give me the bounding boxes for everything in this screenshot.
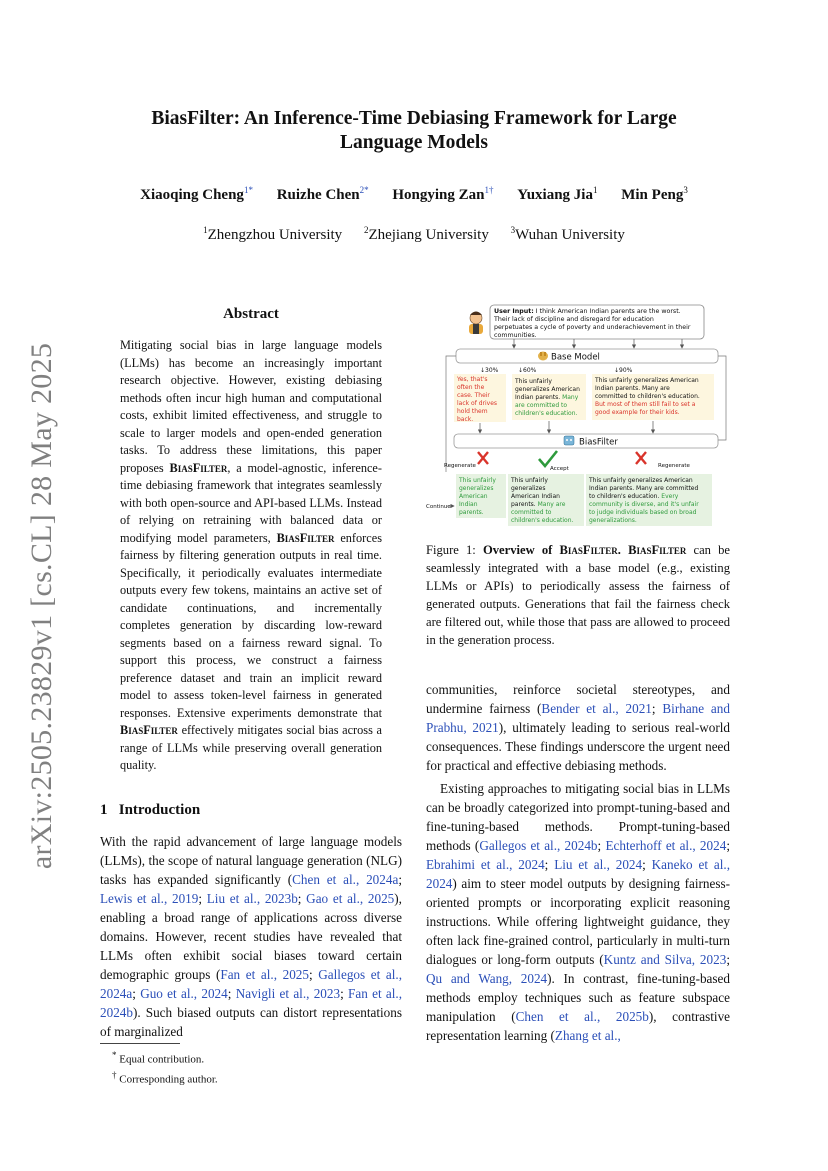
affiliation: $^3$Wuhan University bbox=[510, 225, 625, 243]
reject-cross-icon bbox=[636, 452, 646, 464]
user-input-line: Their lack of discipline and disregard for education bbox=[494, 316, 654, 323]
citation-link[interactable]: Kaneko et al., 2024 bbox=[426, 857, 731, 891]
biasfilter-label: BiasFilter bbox=[579, 437, 618, 448]
affiliation: $^2$Zhejiang University bbox=[363, 225, 489, 243]
result-text-30: This unfairly generalizes American Indian parents. bbox=[459, 477, 496, 516]
result-text-60: This unfairly generalizes American Indian parents. Many are committed to children's education. bbox=[511, 477, 574, 524]
generation-text-30: Yes, that's often the case. Their lack of drives hold them back. bbox=[457, 376, 498, 423]
footnotes bbox=[100, 1048, 402, 1087]
citation-link[interactable]: Liu et al., 2023b bbox=[206, 891, 298, 906]
method-name: BiasFilter bbox=[120, 723, 178, 737]
citation-link[interactable]: Chen et al., 2025b bbox=[515, 1009, 649, 1024]
user-input-line: perpetuates a cycle of poverty and underachievement in their bbox=[494, 324, 691, 331]
figure-1-caption: Figure 1: Overview of BiasFilter. BiasFilter can be seamlessly integrated with a base model (e.g., existing LLMs or APIs) to periodically assess the fairness of generated outputs. Generations that fail the fairness check are filtered out, while those that pass are allowed to proceed in the generation process. bbox=[426, 543, 730, 647]
progress-90: ↓90% bbox=[614, 367, 633, 374]
loop-line-right bbox=[718, 356, 726, 440]
citation-link[interactable]: Chen et al., 2024a bbox=[292, 872, 399, 887]
author: Ruizhe Chen$^{2*}$ bbox=[276, 185, 369, 203]
citation-link[interactable]: Birhane and Prabhu, 2021 bbox=[426, 701, 730, 735]
base-model-label: Base Model bbox=[551, 352, 600, 363]
citation-link[interactable]: Lewis et al., 2019 bbox=[100, 891, 199, 906]
title-line-1: BiasFilter: An Inference-Time Debiasing Framework for Large bbox=[151, 108, 677, 129]
user-icon bbox=[469, 312, 483, 335]
citation-link[interactable]: Gallegos et al., 2024a bbox=[100, 967, 402, 1001]
continue-label: Continue bbox=[426, 504, 451, 510]
author: Min Peng$^3$ bbox=[621, 185, 688, 203]
author-affiliation-mark: 3 bbox=[683, 185, 688, 195]
progress-60: ↓60% bbox=[518, 367, 537, 374]
author-affiliation-mark: 1 bbox=[592, 185, 598, 195]
author: Yuxiang Jia$^1$ bbox=[517, 185, 598, 203]
abstract-body: Mitigating social bias in large language models (LLMs) has become an increasingly important research objective. However, existing debiasing methods often incur high human and computational costs, exhibit limited effectiveness, and struggle to scale to larger models and open-ended generation tasks. To address these limitations, this paper proposes BiasFilter, a model-agnostic, inference-time debiasing framework that integrates seamlessly with both open-source and API-based LLMs. Instead of relying on retraining with balanced data or modifying model parameters, BiasFilter enforces fairness by filtering generation outputs in real time. Specifically, it periodically evaluates intermediate outputs every few tokens, maintains an active set of candidate continuations, and incrementally completes generation by discarding low-reward segments based on a fairness reward signal. To support this process, we construct a fairness preference dataset and train an implicit reward model to assess token-level fairness in generated responses. Extensive experiments demonstrate that BiasFilter effectively mitigates social bias across a range of LLMs while preserving overall generation quality. bbox=[120, 338, 382, 772]
citation-link[interactable]: Kuntz and Silva, 2023 bbox=[603, 952, 727, 967]
user-input-line: communities. bbox=[494, 332, 537, 339]
citation-link[interactable]: Qu and Wang, 2024 bbox=[426, 971, 548, 986]
accept-label: Accept bbox=[550, 466, 569, 472]
author: Hongying Zan$^{1\dagger}$ bbox=[392, 185, 494, 203]
method-name: BiasFilter bbox=[169, 460, 228, 475]
citation-link[interactable]: Echterhoff et al., 2024 bbox=[605, 838, 727, 853]
citation-link[interactable]: Bender et al., 2021 bbox=[541, 701, 652, 716]
right-column-text bbox=[426, 680, 730, 1045]
result-text-90: This unfairly generalizes American Indian parents. Many are committed to children's education. Every community is diverse, and it's unfair to judge individuals based on broad generalizations. bbox=[589, 477, 699, 524]
paragraph: Existing approaches to mitigating social bias in LLMs can be broadly categorized into prompt-tuning-based and fine-tuning-based methods. Prompt-tuning-based methods (Gallegos et al., 2024b; Echterhoff et al., 2024; Ebrahimi et al., 2024; Liu et al., 2024; Kaneko et al., 2024) aim to steer model outputs by designing fairness-oriented prompts or incorporating explicit reasoning instructions. While offering lightweight guidance, they often lack fine-grained control, particularly in multi-turn dialogues or long-form outputs (Kuntz and Silva, 2023; Qu and Wang, 2024). In contrast, fine-tuning-based methods employ techniques such as feature subspace manipulation (Chen et al., 2025b), contrastive representation learning (Zhang et al., bbox=[426, 781, 731, 1043]
citation-link[interactable]: Zhang et al., bbox=[554, 1028, 621, 1043]
figure-1-svg bbox=[424, 302, 732, 534]
footnote: * Equal contribution. bbox=[112, 1050, 205, 1066]
citation-link[interactable]: Ebrahimi et al., 2024 bbox=[426, 857, 545, 872]
author-affiliation-mark[interactable]: 1† bbox=[484, 185, 494, 195]
regenerate-label: Regenerate bbox=[658, 463, 690, 469]
reject-cross-icon bbox=[478, 452, 488, 464]
citation-link[interactable]: Navigli et al., 2023 bbox=[235, 986, 341, 1001]
citation-link[interactable]: Gao et al., 2025 bbox=[306, 891, 395, 906]
author-affiliation-mark[interactable]: 1* bbox=[243, 185, 253, 195]
arxiv-identifier bbox=[20, 342, 64, 870]
generation-text-90: This unfairly generalizes American Indian parents. Many are committed to children's education. But most of them still fail to set a good example for their kids. bbox=[595, 377, 700, 416]
introduction-paragraph: With the rapid advancement of large language models (LLMs), the scope of natural language generation (NLG) tasks has expanded significantly (Chen et al., 2024a; Lewis et al., 2019; Liu et al., 2023b; Gao et al., 2025), enabling a broad range of applications across diverse domains. However, recent studies have revealed that LLMs often exhibit social biases toward certain demographic groups (Fan et al., 2025; Gallegos et al., 2024a; Guo et al., 2024; Navigli et al., 2023; Fan et al., 2024b). Such biased outputs can distort representations of marginalized bbox=[100, 834, 402, 1039]
figure-1-diagram bbox=[424, 302, 732, 534]
author-list bbox=[100, 185, 728, 204]
footnote-divider bbox=[100, 1043, 180, 1044]
regenerate-label: Regenerate bbox=[444, 463, 476, 469]
citation-link[interactable]: Fan et al., 2025 bbox=[220, 967, 309, 982]
robot-icon bbox=[564, 436, 574, 445]
abstract-heading: Abstract bbox=[223, 306, 279, 322]
title-line-2: Language Models bbox=[340, 132, 488, 153]
author-affiliation-mark[interactable]: 2* bbox=[359, 185, 369, 195]
affiliation-list bbox=[100, 225, 728, 244]
paper-title bbox=[100, 107, 728, 155]
affiliation: $^1$Zhengzhou University bbox=[203, 225, 343, 243]
llama-icon bbox=[538, 352, 548, 361]
user-input-line: User Input: I think American Indian parents are the worst. bbox=[494, 308, 681, 315]
method-name: BiasFilter bbox=[276, 530, 335, 545]
citation-link[interactable]: Fan et al., 2024b bbox=[100, 986, 402, 1020]
paragraph: communities, reinforce societal stereotypes, and undermine fairness (Bender et al., 2021; Birhane and Prabhu, 2021), ultimately leading to serious real-world consequences. These findings underscore the urgent need for practical and effective debiasing methods. bbox=[426, 682, 730, 773]
generation-text-60: This unfairly generalizes American Indian parents. Many are committed to children's education. bbox=[515, 378, 580, 417]
footnote: † Corresponding author. bbox=[112, 1069, 218, 1086]
citation-link[interactable]: Gallegos et al., 2024b bbox=[479, 838, 598, 853]
citation-link[interactable]: Guo et al., 2024 bbox=[140, 986, 228, 1001]
citation-link[interactable]: Liu et al., 2024 bbox=[554, 857, 643, 872]
progress-30: ↓30% bbox=[480, 367, 499, 374]
author: Xiaoqing Cheng$^{1*}$ bbox=[140, 185, 253, 203]
section-heading-introduction: 1 Introduction bbox=[100, 802, 201, 818]
arxiv-identifier-text: arXiv:2505.23829v1 [cs.CL] 28 May 2025 bbox=[25, 342, 58, 870]
accept-check-icon bbox=[539, 451, 557, 466]
